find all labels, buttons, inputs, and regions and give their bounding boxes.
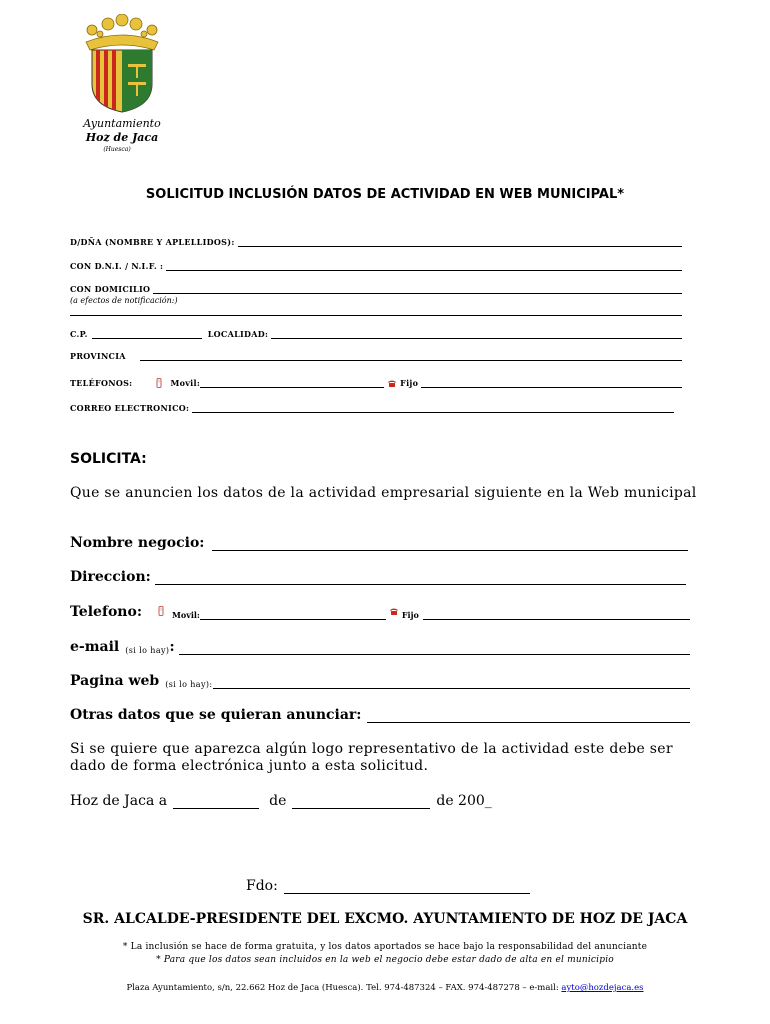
business-email-field[interactable] <box>179 642 690 655</box>
landline-label: Fijo <box>400 378 419 388</box>
mobile-phone-icon <box>154 378 164 388</box>
date-place: Hoz de Jaca a <box>70 793 168 809</box>
date-month-field[interactable] <box>292 796 430 809</box>
business-name-field[interactable] <box>212 538 688 551</box>
business-email-hint: (si lo hay) <box>125 646 170 655</box>
business-landline-field[interactable] <box>423 609 690 620</box>
business-phone-row <box>70 604 690 620</box>
locality-label: LOCALIDAD: <box>207 329 269 339</box>
name-row <box>70 237 682 247</box>
other-data-field[interactable] <box>367 710 690 723</box>
address-label: CON DOMICILIO <box>70 284 151 294</box>
business-mobile-field[interactable] <box>200 609 386 620</box>
cp-label: C.P. <box>70 329 88 339</box>
locality-field[interactable] <box>271 330 682 339</box>
landline-field[interactable] <box>421 379 682 388</box>
business-name-row <box>70 535 688 551</box>
business-address-label: Direccion: <box>70 569 151 585</box>
email-label: CORREO ELECTRONICO: <box>70 403 190 413</box>
email-row <box>70 403 674 413</box>
business-web-hint: (si lo hay): <box>165 680 213 689</box>
logo-note: Si se quiere que aparezca algún logo representativo de la actividad este debe ser dado de forma electrónica junto a esta solicitud. <box>70 741 673 774</box>
province-label: PROVINCIA <box>70 351 126 361</box>
addressee: SR. ALCALDE-PRESIDENTE DEL EXCMO. AYUNTAMIENTO DE HOZ DE JACA <box>82 911 688 927</box>
telephone-icon <box>387 378 397 388</box>
municipality-label: Ayuntamiento <box>83 117 161 130</box>
address-field-line2[interactable] <box>70 315 682 316</box>
signature-row <box>246 878 530 894</box>
footer-address-text: Plaza Ayuntamiento, s/n, 22.662 Hoz de Jaca (Huesca). Tel. 974-487324 – FAX. 974-487278 – e-mail: <box>126 983 559 993</box>
cp-field[interactable] <box>92 330 202 339</box>
footnote-registration: * Para que los datos sean incluidos en la web el negocio debe estar dado de alta en el municipio <box>156 955 614 965</box>
business-email-row <box>70 639 690 655</box>
name-label: D/DÑA (NOMBRE Y APLELLIDOS): <box>70 237 235 247</box>
business-address-row <box>70 569 686 585</box>
phones-label: TELÉFONOS: <box>70 378 133 388</box>
business-email-label: e-mail <box>70 639 120 655</box>
date-de: de <box>269 793 287 809</box>
signature-field[interactable] <box>284 881 530 894</box>
email-field[interactable] <box>192 404 674 413</box>
id-field[interactable] <box>166 262 682 271</box>
footnote-free: * La inclusión se hace de forma gratuita, y los datos aportados se hace bajo la responsabilidad del anunciante <box>122 942 648 952</box>
address-field[interactable] <box>153 285 682 294</box>
id-label: CON D.N.I. / N.I.F. : <box>70 261 164 271</box>
business-web-field[interactable] <box>213 676 690 689</box>
municipality-name: Hoz de Jaca <box>85 131 159 144</box>
address-note: (a efectos de notificación:) <box>70 296 178 305</box>
province-row <box>70 351 682 361</box>
date-row <box>70 793 492 809</box>
business-landline-label: Fijo <box>401 610 419 620</box>
id-row <box>70 261 682 271</box>
mobile-label: Movil: <box>170 378 201 388</box>
telephone-icon <box>389 606 399 616</box>
business-email-colon: : <box>169 639 175 655</box>
date-day-field[interactable] <box>173 796 259 809</box>
request-intro: Que se anuncien los datos de la actividad empresarial siguiente en la Web municipal <box>70 485 697 501</box>
business-web-label: Pagina web <box>70 673 160 689</box>
business-web-row <box>70 673 690 689</box>
mobile-phone-icon <box>156 606 166 616</box>
mobile-field[interactable] <box>200 379 384 388</box>
date-year: de 200_ <box>436 793 492 809</box>
business-phone-label: Telefono: <box>70 604 142 620</box>
phones-row <box>70 378 682 388</box>
request-heading: SOLICITA: <box>70 451 147 467</box>
signature-label: Fdo: <box>246 878 278 894</box>
other-data-row <box>70 707 690 723</box>
name-field[interactable] <box>238 238 682 247</box>
province-field[interactable] <box>140 352 682 361</box>
municipality-province: (Huesca) <box>103 146 131 153</box>
business-mobile-label: Movil: <box>172 610 200 620</box>
form-title: SOLICITUD INCLUSIÓN DATOS DE ACTIVIDAD EN WEB MUNICIPAL* <box>145 187 625 202</box>
address-row <box>70 284 682 294</box>
other-data-label: Otras datos que se quieran anunciar: <box>70 707 362 723</box>
business-address-field[interactable] <box>155 572 686 585</box>
footer-address <box>0 983 770 993</box>
cp-locality-row <box>70 329 682 339</box>
coat-of-arms-icon <box>78 14 166 114</box>
business-name-label: Nombre negocio: <box>70 535 205 551</box>
footer-email-link[interactable]: ayto@hozdejaca.es <box>561 983 644 993</box>
